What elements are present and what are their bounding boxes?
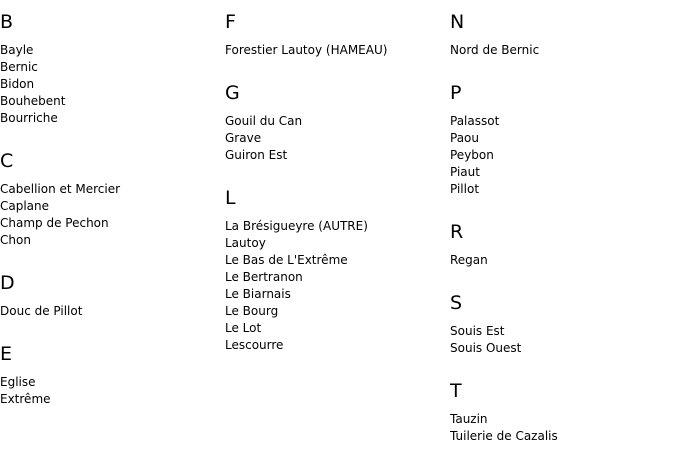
place-list-item[interactable]: Tauzin [450, 412, 488, 426]
place-list [450, 252, 558, 269]
place-list-item[interactable]: Le Bourg [225, 304, 279, 318]
place-list-item[interactable]: Guiron Est [225, 148, 288, 162]
place-list-item[interactable]: Bourriche [0, 111, 58, 125]
letter-group [450, 0, 558, 59]
group-letter-heading: B [0, 11, 14, 33]
place-list-item[interactable]: Bouhebent [0, 94, 66, 108]
place-list [450, 323, 558, 357]
group-letter-heading: L [225, 187, 236, 209]
place-list-item[interactable]: Regan [450, 253, 488, 267]
group-letter-heading: C [0, 150, 14, 172]
place-list [0, 303, 120, 320]
group-letter-heading: S [450, 292, 463, 314]
index-column [225, 0, 387, 366]
place-list [0, 374, 120, 408]
letter-group [0, 332, 120, 408]
place-list [225, 113, 387, 164]
place-list-item[interactable]: Champ de Pechon [0, 216, 109, 230]
letter-group [225, 71, 387, 164]
place-list [450, 411, 558, 445]
place-list-item[interactable]: Caplane [0, 199, 50, 213]
place-list-item[interactable]: Lescourre [225, 338, 284, 352]
place-list [450, 113, 558, 198]
index-column [450, 0, 558, 457]
group-letter-heading: E [0, 343, 13, 365]
index-column [0, 0, 120, 420]
place-list-item[interactable]: Tuilerie de Cazalis [450, 429, 558, 443]
place-list [450, 42, 558, 59]
place-list-item[interactable]: Forestier Lautoy (HAMEAU) [225, 43, 388, 57]
place-list-item[interactable]: Lautoy [225, 236, 266, 250]
letter-group [450, 71, 558, 198]
place-list-item[interactable]: Palassot [450, 114, 500, 128]
place-list-item[interactable]: Peybon [450, 148, 494, 162]
place-list-item[interactable]: Bernic [0, 60, 38, 74]
place-list-item[interactable]: Piaut [450, 165, 480, 179]
group-letter-heading: P [450, 82, 462, 104]
place-list-item[interactable]: Eglise [0, 375, 36, 389]
place-list-item[interactable]: Extrême [0, 392, 51, 406]
place-list-item[interactable]: Le Lot [225, 321, 262, 335]
place-list-item[interactable]: Chon [0, 233, 31, 247]
group-letter-heading: D [0, 272, 15, 294]
place-list-item[interactable]: Souis Est [450, 324, 505, 338]
letter-group [0, 139, 120, 249]
place-list [0, 181, 120, 249]
place-list-item[interactable]: Le Bertranon [225, 270, 303, 284]
place-list-item[interactable]: Nord de Bernic [450, 43, 540, 57]
place-list-item[interactable]: Le Biarnais [225, 287, 291, 301]
letter-group [225, 176, 387, 354]
letter-group [450, 369, 558, 445]
place-list-item[interactable]: La Brésigueyre (AUTRE) [225, 219, 368, 233]
letter-group [0, 261, 120, 320]
place-list-item[interactable]: Cabellion et Mercier [0, 182, 121, 196]
place-list [225, 42, 387, 59]
group-letter-heading: T [450, 380, 462, 402]
letter-group [0, 0, 120, 127]
group-letter-heading: F [225, 11, 236, 33]
letter-group [450, 281, 558, 357]
place-list-item[interactable]: Le Bas de L'Extrême [225, 253, 348, 267]
place-list-item[interactable]: Paou [450, 131, 479, 145]
place-list-item[interactable]: Bidon [0, 77, 35, 91]
group-letter-heading: R [450, 221, 464, 243]
group-letter-heading: G [225, 82, 240, 104]
group-letter-heading: N [450, 11, 465, 33]
letter-group [450, 210, 558, 269]
place-list [0, 42, 120, 127]
place-list-item[interactable]: Grave [225, 131, 262, 145]
place-list [225, 218, 387, 354]
place-list-item[interactable]: Douc de Pillot [0, 304, 83, 318]
letter-group [225, 0, 387, 59]
place-list-item[interactable]: Souis Ouest [450, 341, 522, 355]
place-list-item[interactable]: Pillot [450, 182, 480, 196]
place-list-item[interactable]: Gouil du Can [225, 114, 303, 128]
place-list-item[interactable]: Bayle [0, 43, 34, 57]
